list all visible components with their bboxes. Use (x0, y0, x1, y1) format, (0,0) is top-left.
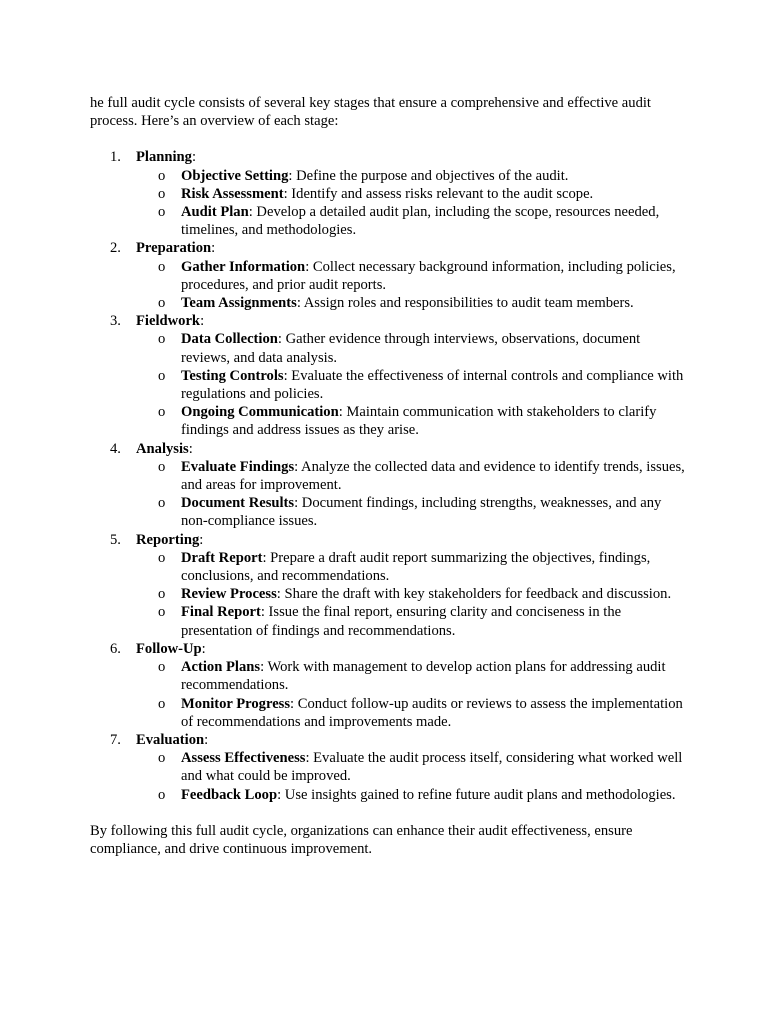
item-description: : Evaluate the effectiveness of internal controls and compliance with regulations and policies. (181, 367, 684, 403)
item-term: Assess Effectiveness (181, 750, 306, 767)
list-item (136, 585, 690, 603)
stage-reporting (90, 531, 690, 640)
stage-sub-list (136, 330, 690, 439)
item-term: Gather Information (181, 258, 306, 275)
stage-title-colon: : (191, 149, 197, 166)
list-item (136, 658, 690, 694)
item-description: : Collect necessary background information, including policies, procedures, and prior audit reports. (181, 258, 676, 293)
item-term: Evaluate Findings (181, 458, 295, 475)
bullet-o: o (158, 204, 166, 221)
list-item (136, 330, 690, 366)
list-item (136, 185, 690, 203)
item-description: : Assign roles and responsibilities to audit team members. (296, 295, 634, 312)
stage-title-colon: : (211, 240, 216, 257)
bullet-o: o (158, 331, 166, 348)
item-description: : Define the purpose and objectives of the audit. (288, 167, 569, 184)
intro-paragraph: he full audit cycle consists of several key stages that ensure a comprehensive and effective audit process. Here’s an overview of each stage: (90, 95, 651, 130)
item-description: : Identify and assess risks relevant to the audit scope. (283, 185, 594, 202)
item-description: : Maintain communication with stakeholders to clarify findings and address issues as they arise. (181, 404, 657, 439)
bullet-o: o (158, 185, 166, 202)
item-description: : Evaluate the audit process itself, considering what worked well and what could be improved. (181, 750, 683, 785)
item-term: Document Results (181, 495, 295, 512)
list-item (136, 258, 690, 294)
item-term: Audit Plan (181, 204, 249, 221)
bullet-o: o (158, 549, 166, 566)
stage-sub-list (136, 749, 690, 804)
list-item (136, 294, 690, 312)
list-item (136, 203, 690, 239)
stage-sub-list (136, 167, 690, 240)
bullet-o: o (158, 659, 166, 676)
bullet-o: o (158, 586, 166, 603)
stage-sub-list (136, 258, 690, 313)
bullet-o: o (158, 458, 166, 475)
document-page (90, 94, 690, 858)
list-item (136, 494, 690, 530)
stage-title-colon: : (199, 531, 204, 548)
stage-title-colon: : (188, 440, 193, 457)
audit-stages-list (90, 148, 690, 803)
list-item (136, 403, 690, 439)
stage-planning (90, 148, 690, 239)
stage-title-colon: : (204, 731, 209, 748)
item-term: Monitor Progress (181, 695, 291, 712)
list-item (136, 695, 690, 731)
stage-title: Analysis (136, 440, 189, 457)
stage-number: 2. (110, 240, 121, 257)
stage-number: 3. (110, 313, 121, 330)
stage-sub-list (136, 549, 690, 640)
stage-title: Follow-Up (136, 640, 202, 657)
stage-fieldwork (90, 312, 690, 439)
item-description: : Gather evidence through interviews, observations, document reviews, and data analysis. (181, 331, 641, 366)
item-term: Draft Report (181, 549, 263, 566)
bullet-o: o (158, 367, 166, 384)
stage-title: Fieldwork (136, 313, 201, 330)
item-term: Risk Assessment (181, 185, 284, 202)
item-description: : Use insights gained to refine future audit plans and methodologies. (277, 786, 676, 803)
stage-title-colon: : (201, 640, 206, 657)
list-item (136, 458, 690, 494)
stage-number: 6. (110, 640, 121, 657)
bullet-o: o (158, 495, 166, 512)
item-description: : Develop a detailed audit plan, including the scope, resources needed, timelines, and methodologies. (181, 204, 660, 239)
stage-preparation (90, 239, 690, 312)
item-description: : Document findings, including strengths, weaknesses, and any non-compliance issues. (181, 495, 662, 530)
item-description: : Share the draft with key stakeholders for feedback and discussion. (276, 586, 672, 603)
stage-follow-up (90, 640, 690, 731)
item-term: Testing Controls (181, 367, 284, 384)
list-item (136, 167, 690, 185)
stage-number: 4. (110, 440, 121, 457)
bullet-o: o (158, 604, 166, 621)
stage-sub-list (136, 658, 690, 731)
bullet-o: o (158, 167, 166, 184)
conclusion-paragraph: By following this full audit cycle, organizations can enhance their audit effectiveness, ensure compliance, and drive continuous improvement. (90, 822, 633, 857)
stage-title-colon: : (200, 313, 205, 330)
stage-number: 5. (110, 531, 121, 548)
list-item (136, 549, 690, 585)
stage-title: Reporting (136, 531, 200, 548)
item-term: Data Collection (181, 331, 278, 348)
bullet-o: o (158, 786, 166, 803)
list-item (136, 749, 690, 785)
stage-sub-list (136, 458, 690, 531)
stage-number: 7. (110, 731, 121, 748)
item-description: : Analyze the collected data and evidence to identify trends, issues, and areas for improvement. (181, 458, 685, 494)
item-term: Action Plans (181, 659, 261, 676)
stage-number: 1. (110, 149, 121, 166)
stage-title: Evaluation (136, 731, 205, 748)
item-term: Objective Setting (181, 167, 289, 184)
item-term: Team Assignments (181, 295, 297, 312)
item-term: Feedback Loop (181, 786, 278, 803)
stage-title: Planning (136, 149, 192, 166)
bullet-o: o (158, 258, 166, 275)
list-item (136, 786, 690, 804)
stage-title: Preparation (136, 240, 212, 257)
bullet-o: o (158, 404, 166, 421)
item-description: : Prepare a draft audit report summarizing the objectives, findings, conclusions, and recommendations. (181, 549, 651, 585)
list-item (136, 603, 690, 639)
item-term: Final Report (181, 604, 261, 621)
item-term: Review Process (181, 586, 277, 603)
item-description: : Issue the final report, ensuring clarity and conciseness in the presentation of findings and recommendations. (181, 604, 622, 639)
bullet-o: o (158, 695, 166, 712)
list-item (136, 367, 690, 403)
item-description: : Work with management to develop action plans for addressing audit recommendations. (181, 659, 666, 694)
stage-analysis (90, 440, 690, 531)
bullet-o: o (158, 750, 166, 767)
bullet-o: o (158, 295, 166, 312)
item-description: : Conduct follow-up audits or reviews to assess the implementation of recommendations and improvements made. (181, 695, 683, 730)
item-term: Ongoing Communication (181, 404, 339, 421)
stage-evaluation (90, 731, 690, 804)
